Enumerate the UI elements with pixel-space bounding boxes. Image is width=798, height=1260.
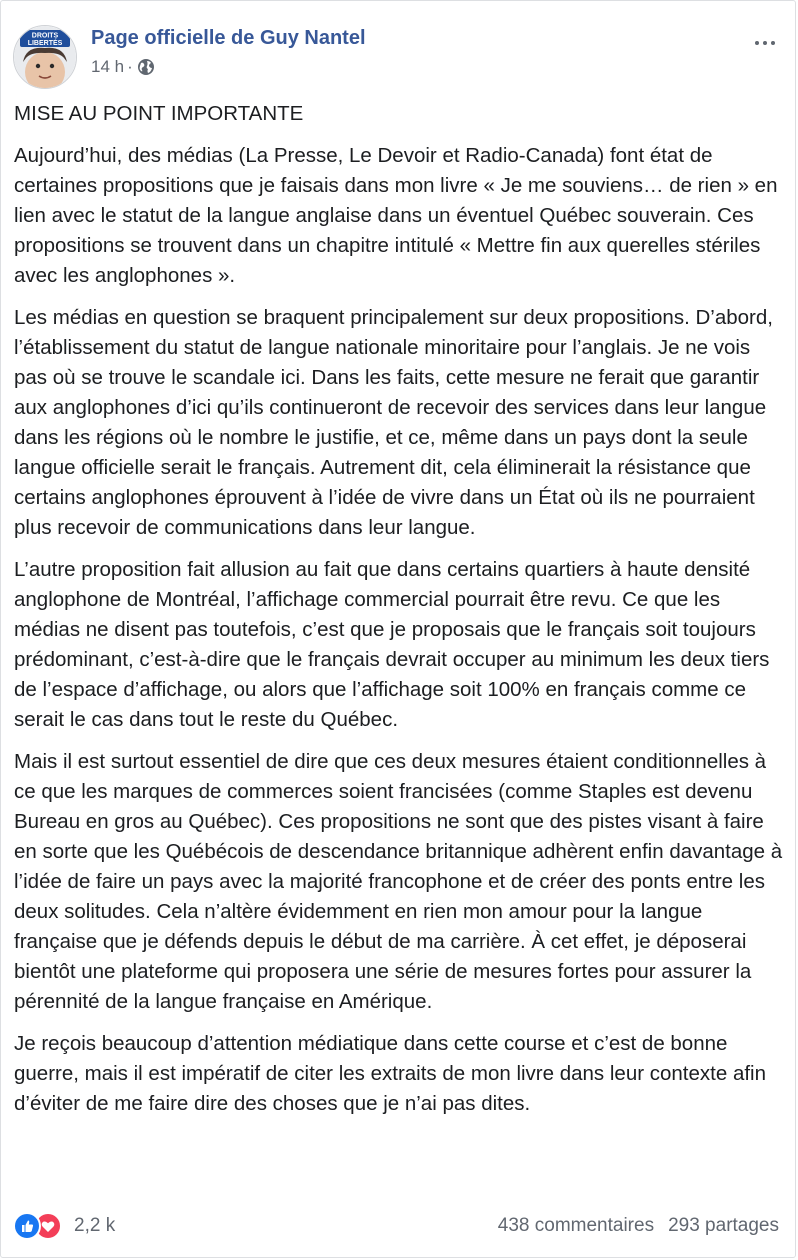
reaction-count[interactable]: 2,2 k [74, 1215, 116, 1236]
globe-icon[interactable] [137, 58, 155, 76]
reactions-summary[interactable] [13, 1212, 115, 1240]
engagement-stats [498, 1215, 779, 1237]
post-paragraph: L’autre proposition fait allusion au fait que dans certains quartiers à haute densité anglophone de Montréal, l’affichage commercial pourrait être revu. Ce que les médias ne disent pas toutefois, c’est que je proposais que le français soit toujours prédominant, c’est-à-dire que le français devrait occuper au minimum les deux tiers de l’espace d’affichage, ou alors que l’affichage soit 100% en français comme ce serait le cas dans tout le reste du Québec. [14, 558, 770, 731]
avatar[interactable] [13, 25, 77, 89]
post-header [13, 25, 783, 85]
author-name[interactable]: Page officielle de Guy Nantel [91, 27, 366, 49]
post-footer [13, 1209, 779, 1243]
meta-separator: · [127, 57, 133, 76]
more-options-icon[interactable] [747, 31, 783, 55]
post-paragraph: Mais il est surtout essentiel de dire que ces deux mesures étaient conditionnelles à ce que les marques de commerces soient francisées (comme Staples est devenu Bureau en gros au Québec). Ces propositions ne sont que des pistes visant à faire en sorte que les Québécois de descendance britannique adhèrent enfin davantage à l’idée de faire un pays avec la majorité francophone et de créer des ponts entre les deux solitudes. Cela n’altère évidemment en rien mon amour pour la langue française que je défends depuis le début de ma carrière. À cet effet, je déposerai bientôt une plateforme qui proposera une série de mesures fortes pour assurer la pérennité de la langue française en Amérique. [14, 750, 783, 1013]
post-paragraph: Aujourd’hui, des médias (La Presse, Le Devoir et Radio-Canada) font état de certaines propositions que je faisais dans mon livre « Je me souviens… de rien » en lien avec le statut de la langue anglaise dans un éventuel Québec souverain. Ces propositions se trouvent dans un chapitre intitulé « Mettre fin aux querelles stériles avec les anglophones ». [14, 144, 778, 287]
like-icon [13, 1212, 41, 1240]
comments-count[interactable]: 438 commentaires [497, 1215, 655, 1236]
shares-count[interactable]: 293 partages [668, 1215, 779, 1236]
post-paragraph: Je reçois beaucoup d’attention médiatique dans cette course et c’est de bonne guerre, mais il est impératif de citer les extraits de mon livre dans leur contexte afin d’éviter de me faire dire des choses que je n’ai pas dites. [14, 1032, 766, 1115]
post-paragraph: MISE AU POINT IMPORTANTE [14, 102, 304, 125]
post-body [14, 99, 786, 1131]
more-dot [763, 41, 767, 45]
more-dot [771, 41, 775, 45]
avatar-caption-1: DROITS [31, 32, 59, 40]
avatar-caption-2: LIBERTÉS [27, 40, 63, 47]
post-meta [91, 57, 155, 77]
more-dot [755, 41, 759, 45]
avatar-image [14, 26, 76, 88]
post-paragraph: Les médias en question se braquent principalement sur deux propositions. D’abord, l’établissement du statut de langue nationale minoritaire pour l’anglais. Je ne vois pas où se trouve le scandale ici. Dans les faits, cette mesure ne ferait que garantir aux anglophones d’ici qu’ils continueront de recevoir des services dans leur langue dans les régions où le nombre le justifie, et ce, même dans un pays dont la seule langue officielle serait le français. Autrement dit, cela éliminerait la résistance que certains anglophones éprouvent à l’idée de vivre dans un État où ils ne pourraient plus recevoir de communications dans leur langue. [14, 306, 773, 539]
post-time[interactable]: 14 h [91, 57, 125, 76]
reaction-icons [13, 1212, 62, 1240]
